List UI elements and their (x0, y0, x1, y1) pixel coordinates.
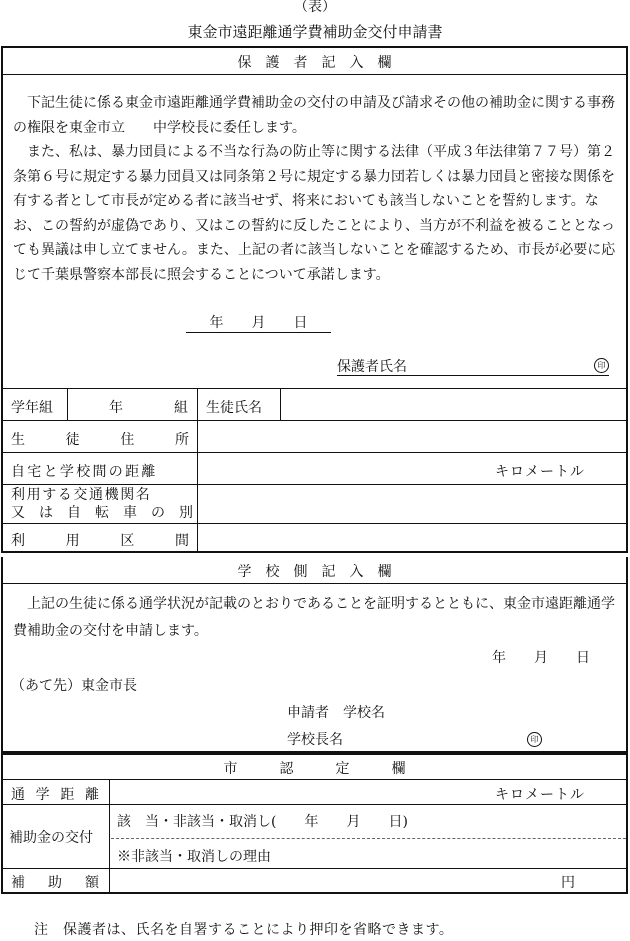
grade-unit: 年 (109, 400, 123, 416)
distance-unit: キロメートル (495, 464, 585, 480)
divider (3, 420, 626, 421)
transport-label-line2: 又は自転車の別 (11, 505, 207, 521)
divider (197, 388, 198, 551)
applicant-school-label: 申請者 学校名 (287, 705, 385, 721)
footnote: 注 保護者は、氏名を自署することにより押印を省略できます。 (34, 922, 454, 938)
divider (67, 388, 68, 420)
pledge-paragraph: また、私は、暴力団員による不当な行為の防止等に関する法律（平成３年法律第７７号）第２条第６号に規定する暴力団員又は同条第２号に規定する暴力団若しくは暴力団員と密接な関係を有する者として市長が定める者に該当せず、将来においても該当しないことを誓約します。なお、この誓約が虚偽であり、又はこの誓約に反したことにより、当方が不利益を被ることとなっても異議は申し立てません。また、上記の者に該当しないことを確認するため、市長が必要に応じて千葉県警察本部長に照会することについて承諾します。 (13, 144, 616, 283)
seal-icon: 印 (527, 732, 542, 747)
school-certification-paragraph: 上記の生徒に係る通学状況が記載のとおりであることを証明するとともに、東金市遠距離通学費補助金の交付を申請します。 (13, 596, 615, 639)
divider (3, 779, 626, 780)
distance-label: 自宅と学校間の距離 (11, 464, 158, 480)
guardian-name-label: 保護者氏名 (337, 359, 407, 375)
guardian-heading: 保 護 者 記 入 欄 (237, 55, 392, 71)
divider (111, 838, 626, 839)
delegation-paragraph: 下記生徒に係る東金市遠距離通学費補助金の交付の申請及び請求その他の補助金に関する事務の権限を東金市立 中学校長に委任します。 (13, 95, 615, 136)
divider (3, 74, 626, 75)
subsidy-label: 補助金の交付 (9, 830, 93, 846)
guardian-date[interactable]: 年 月 日 (186, 312, 331, 333)
side-label: （表） (294, 0, 336, 15)
guardian-section (1, 46, 628, 553)
seal-icon: 印 (594, 358, 609, 373)
guardian-name-field[interactable] (337, 356, 609, 376)
student-name-field[interactable] (283, 391, 625, 418)
divider (3, 804, 626, 805)
student-name-label: 生徒氏名 (206, 400, 262, 416)
school-date[interactable]: 年 月 日 (492, 650, 590, 666)
amount-label: 補 助 額 (11, 875, 99, 891)
divider (3, 388, 626, 389)
principal-name-label: 学校長名 (287, 732, 343, 748)
class-unit: 組 (174, 400, 188, 416)
divider (3, 484, 626, 485)
divider (109, 779, 110, 894)
divider (280, 388, 281, 420)
school-section (1, 557, 628, 753)
divider (3, 523, 626, 524)
transport-field[interactable] (200, 487, 625, 521)
city-heading: 市 認 定 欄 (223, 761, 406, 777)
transport-label-line1: 利用する交通機関名 (11, 487, 152, 503)
commute-distance-label: 通 学 距 離 (11, 787, 99, 803)
divider (3, 583, 626, 584)
amount-unit: 円 (561, 875, 575, 891)
school-heading: 学 校 側 記 入 欄 (237, 564, 392, 580)
subsidy-options[interactable]: 該 当・非該当・取消し( 年 月 日) (117, 814, 408, 830)
subsidy-reason[interactable]: ※非該当・取消しの理由 (117, 849, 271, 865)
addressee: （あて先）東金市長 (11, 678, 137, 694)
grade-class-label: 学年組 (11, 400, 53, 416)
section-label: 利 用 区 間 (11, 533, 189, 549)
document-title: 東金市遠距離通学費補助金交付申請書 (187, 23, 443, 41)
divider (3, 452, 626, 453)
commute-distance-unit: キロメートル (495, 787, 585, 803)
transport-label (11, 486, 207, 522)
divider (3, 868, 626, 869)
city-section (1, 753, 628, 894)
section-field[interactable] (200, 526, 625, 550)
address-label: 生 徒 住 所 (11, 432, 189, 448)
address-field[interactable] (200, 423, 625, 450)
